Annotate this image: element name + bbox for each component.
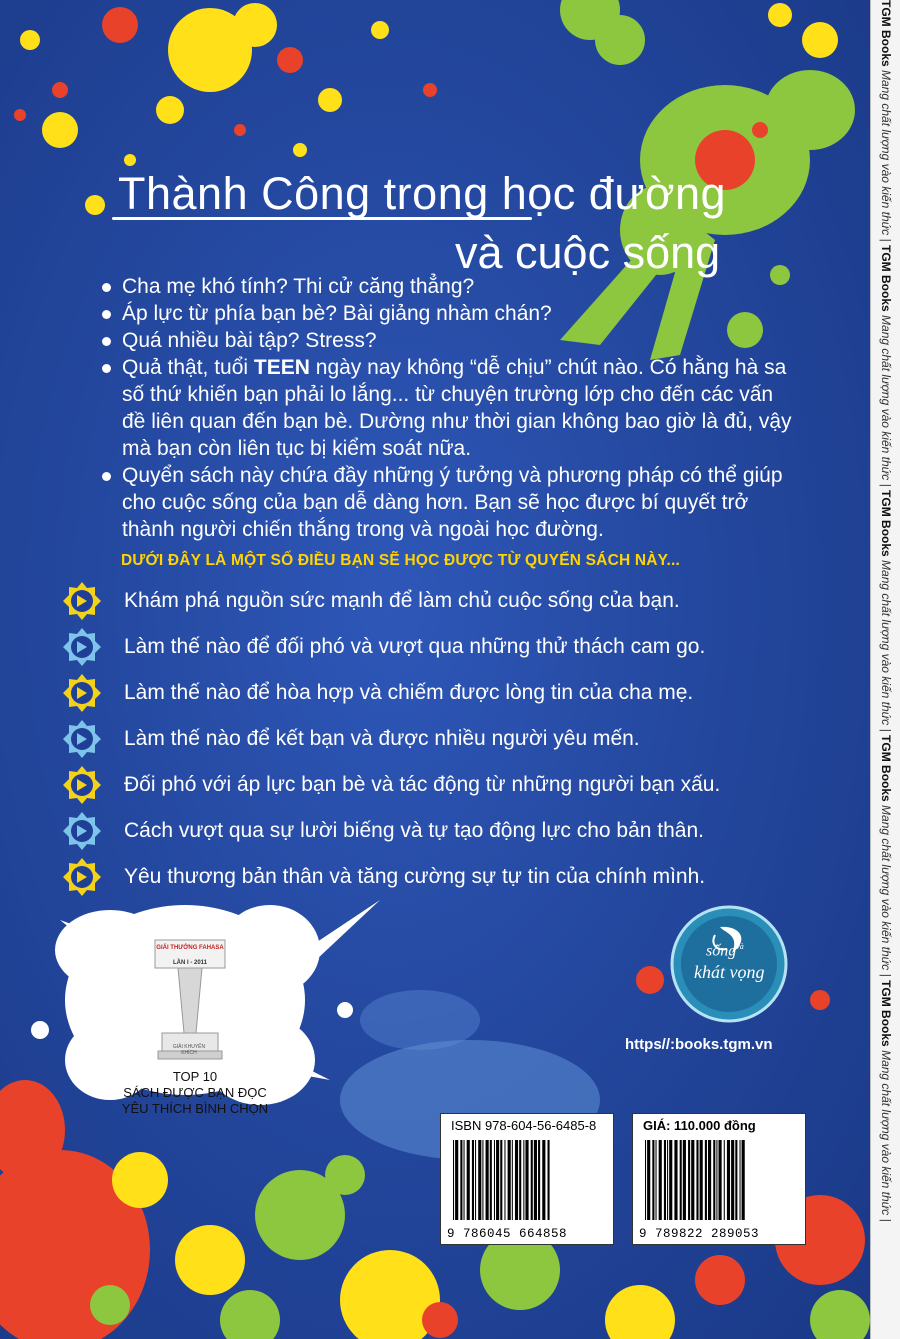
- learn-item: [62, 578, 822, 624]
- spine-slogan: Mang chất lượng vào kiến thức |: [879, 556, 893, 736]
- award-caption: [95, 1069, 295, 1117]
- barcode-bar: [534, 1140, 537, 1220]
- learn-section-heading: DƯỚI ĐÂY LÀ MỘT SỐ ĐIỀU BẠN SẼ HỌC ĐƯỢC TỪ QUYỂN SÁCH NÀY...: [121, 552, 680, 569]
- barcode-bar: [659, 1140, 662, 1220]
- barcode-bar: [531, 1140, 533, 1220]
- arrow-badge-icon: [62, 581, 102, 621]
- trophy-title: GIẢI THƯỞNG FAHASA: [156, 945, 224, 951]
- learn-item: [62, 854, 822, 900]
- barcode-bar: [525, 1140, 528, 1220]
- barcode-bar: [647, 1140, 650, 1220]
- barcode-bar: [496, 1140, 499, 1220]
- bullet-item: Cha mẹ khó tính? Thi cử căng thẳng?: [100, 273, 800, 300]
- barcode-bar: [467, 1140, 470, 1220]
- book-title-line2: và cuộc sống: [455, 227, 721, 278]
- barcode-bars: [451, 1140, 603, 1220]
- learn-item-text: Đối phó với áp lực bạn bè và tác động từ những người bạn xấu.: [124, 773, 721, 796]
- barcode-bar: [504, 1140, 505, 1220]
- barcode-bar: [472, 1140, 474, 1220]
- barcode-bar: [683, 1140, 686, 1220]
- barcode-bar: [523, 1140, 524, 1220]
- arrow-badge-icon: [62, 811, 102, 851]
- barcode-bar: [735, 1140, 737, 1220]
- barcode-bar: [731, 1140, 734, 1220]
- spine-slogan: Mang chất lượng vào kiến thức |: [879, 1046, 893, 1222]
- barcode-bar: [542, 1140, 545, 1220]
- barcode-bar: [478, 1140, 481, 1220]
- trophy-year: LẦN I - 2011: [172, 960, 207, 966]
- barcode-bars: [643, 1140, 795, 1220]
- barcode-bar: [460, 1140, 462, 1220]
- bullet-text: Quả thật, tuổi: [122, 356, 254, 379]
- award-caption-line: YÊU THÍCH BÌNH CHỌN: [121, 1101, 269, 1116]
- barcode-bar: [742, 1140, 745, 1220]
- barcode-bar: [691, 1140, 694, 1220]
- barcode-bar: [664, 1140, 666, 1220]
- isbn-barcode-number: 9 786045 664858: [447, 1227, 568, 1241]
- barcode-bar: [716, 1140, 717, 1220]
- barcode-bar: [674, 1140, 677, 1220]
- spine-slogan: Mang chất lượng vào kiến thức |: [879, 801, 893, 981]
- spine-brand: TGM Books: [879, 735, 893, 802]
- learn-item: [62, 808, 822, 854]
- barcode-bar: [713, 1140, 715, 1220]
- learn-item-text: Cách vượt qua sự lười biếng và tự tạo động lực cho bản thân.: [124, 819, 704, 842]
- logo-text: [706, 942, 744, 960]
- spine-brand: TGM Books: [879, 245, 893, 312]
- barcode-bar: [548, 1140, 550, 1220]
- barcode-bar: [453, 1140, 454, 1220]
- spine-slogan: Mang chất lượng vào kiến thức |: [879, 66, 893, 246]
- learn-item-text: Yêu thương bản thân và tăng cường sự tự tin của chính mình.: [124, 865, 706, 888]
- price-label: GIÁ: 110.000 đồng: [643, 1118, 756, 1133]
- learn-item-text: Làm thế nào để hòa hợp và chiếm được lòng tin của cha mẹ.: [124, 681, 694, 704]
- bullet-text: ngày nay không “dễ chịu” chút nào. Có hằng hà sa số thứ khiến bạn phải lo lắng... từ chuyện trường lớp cho đến các vấn đề liên quan đến bạn bè. Dường như thời gian không bao giờ là đủ, vậy mà bạn còn liên tục bị kiểm soát nữa.: [122, 356, 792, 460]
- barcode-bar: [512, 1140, 513, 1220]
- arrow-badge-icon: [62, 765, 102, 805]
- barcode-bar: [719, 1140, 722, 1220]
- barcode-bar: [708, 1140, 711, 1220]
- learn-item-text: Khám phá nguồn sức mạnh để làm chủ cuộc sống của bạn.: [124, 589, 680, 612]
- arrow-badge-icon: [62, 673, 102, 713]
- price-barcode-number: 9 789822 289053: [639, 1227, 760, 1241]
- barcode-bar: [486, 1140, 489, 1220]
- spine-text: [871, 0, 900, 1339]
- learn-item: [62, 670, 822, 716]
- isbn-barcode: [440, 1113, 614, 1245]
- barcode-bar: [667, 1140, 668, 1220]
- barcode-bar: [475, 1140, 476, 1220]
- barcode-bar: [724, 1140, 725, 1220]
- spine-brand: TGM Books: [879, 490, 893, 557]
- learn-item-text: Làm thế nào để kết bạn và được nhiều người yêu mến.: [124, 727, 640, 750]
- bullet-item: Quá nhiều bài tập? Stress?: [100, 327, 800, 354]
- barcode-bar: [652, 1140, 654, 1220]
- learn-item: [62, 716, 822, 762]
- learn-item: [62, 762, 822, 808]
- barcode-bar: [740, 1140, 741, 1220]
- award-caption-line: TOP 10: [172, 1069, 218, 1084]
- logo-word: sống: [706, 942, 737, 960]
- book-title-line1: Thành Công trong học đường: [118, 168, 727, 219]
- price-barcode: [632, 1113, 806, 1245]
- barcode-bar: [680, 1140, 682, 1220]
- trophy-base-text: GIẢI KHUYẾN KHÍCH: [172, 1044, 206, 1056]
- barcode-bar: [727, 1140, 730, 1220]
- barcode-bar: [669, 1140, 672, 1220]
- intro-bullet-list: [100, 273, 800, 543]
- barcode-bar: [515, 1140, 518, 1220]
- logo-text: khát vọng: [694, 962, 765, 982]
- learn-list: [62, 578, 822, 900]
- arrow-badge-icon: [62, 857, 102, 897]
- barcode-bar: [464, 1140, 465, 1220]
- learn-item-text: Làm thế nào để đối phó và vượt qua những thử thách cam go.: [124, 635, 706, 658]
- book-spine: [870, 0, 900, 1339]
- barcode-bar: [490, 1140, 492, 1220]
- barcode-bar: [705, 1140, 707, 1220]
- barcode-bar: [500, 1140, 502, 1220]
- award-caption-line: SÁCH ĐƯỢC BẠN ĐỌC: [123, 1085, 267, 1100]
- barcode-bar: [645, 1140, 646, 1220]
- arrow-badge-icon: [62, 627, 102, 667]
- barcode-bar: [696, 1140, 698, 1220]
- bullet-item: [100, 354, 800, 462]
- spine-brand: TGM Books: [879, 0, 893, 67]
- barcode-bar: [482, 1140, 483, 1220]
- bullet-item: Quyển sách này chứa đầy những ý tưởng và phương pháp có thể giúp cho cuộc sống của bạn dễ dàng hơn. Bạn sẽ học được bí quyết trở thành người chiến thắng trong và ngoài học đường.: [100, 462, 800, 543]
- barcode-bar: [700, 1140, 703, 1220]
- barcode-bar: [656, 1140, 657, 1220]
- learn-item: [62, 624, 822, 670]
- barcode-bar: [455, 1140, 458, 1220]
- teen-emphasis: TEEN: [253, 356, 310, 379]
- arrow-badge-icon: [62, 719, 102, 759]
- barcode-bar: [538, 1140, 540, 1220]
- barcode-bar: [508, 1140, 511, 1220]
- spine-brand: TGM Books: [879, 980, 893, 1047]
- logo-word: và: [736, 942, 744, 951]
- barcode-bar: [519, 1140, 521, 1220]
- barcode-bar: [688, 1140, 690, 1220]
- publisher-url[interactable]: https//:books.tgm.vn: [625, 1036, 773, 1053]
- spine-slogan: Mang chất lượng vào kiến thức |: [879, 311, 893, 491]
- bullet-item: Áp lực từ phía bạn bè? Bài giảng nhàm chán?: [100, 300, 800, 327]
- barcode-bar: [494, 1140, 495, 1220]
- isbn-label: ISBN 978-604-56-6485-8: [451, 1118, 597, 1133]
